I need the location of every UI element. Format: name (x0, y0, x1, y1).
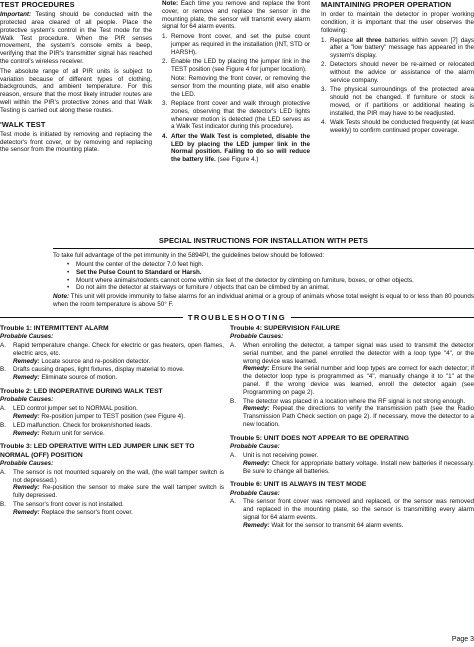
remedy-text: Locate source and re-position detector. (41, 357, 151, 365)
item-text-bold: all three (356, 36, 382, 44)
trouble-title: Trouble 2: LED INOPERATIVE DURING WALK TEST (0, 388, 163, 396)
remedy (13, 358, 224, 366)
probable-causes-label: Probable Causes: (230, 333, 284, 341)
important-label: Important: (0, 11, 32, 19)
step4-bold-text: After the Walk Test is completed, disable the LED by placing the LED jumper link in the Normal position. Failing to do so will reduce the battery life. (171, 132, 310, 164)
trouble-entry (230, 481, 474, 529)
step-text (171, 133, 310, 164)
cover-note (162, 0, 310, 31)
cause-text: LED control jumper set to NORMAL position. (13, 405, 138, 413)
remedy (13, 484, 224, 500)
bullet-icon: • (67, 260, 70, 268)
maintenance-intro: In order to maintain the detector in proper working condition, it is important that the user observes the following: (321, 11, 474, 34)
remedy-label: Remedy: (13, 429, 40, 437)
trouble-entry (0, 388, 224, 437)
remedy-label: Remedy: (13, 412, 40, 420)
item-text-part: Replace (330, 36, 357, 44)
troubleshooting-right-column (230, 325, 474, 536)
item-text: Detectors should never be re-aimed or relocated without the advice or assistance of the alarm service company. (330, 61, 474, 85)
troubleshooting-divider (0, 313, 474, 322)
trouble-title: Trouble 5: UNIT DOES NOT APPEAR TO BE OPERATING (230, 434, 409, 442)
maintenance-item (321, 61, 474, 84)
item-number: 3. (321, 86, 327, 94)
cause-letter: B. (0, 421, 6, 429)
probable-causes-label: Probable Causes: (0, 333, 54, 341)
remedy-label: Remedy: (13, 357, 40, 365)
cause-text: The sensor's front cover is not installed. (13, 500, 124, 508)
item-number: 1. (321, 36, 327, 44)
step-text: Replace front cover and walk through protective zones, observing that the detector's LED lights whenever motion is detected (the LED serves as a Walk Test indicator during this procedure). (171, 100, 310, 131)
cause-text: Unit is not receiving power. (243, 451, 319, 459)
remedy-label: Remedy: (13, 374, 40, 382)
cause-letter: A. (0, 405, 6, 413)
step4-figure-ref: (see Figure 4.) (215, 156, 259, 164)
bullet-icon: • (67, 284, 70, 292)
step-number: 4. (162, 132, 168, 140)
remedy-text: Re-position jumper to TEST position (see Figure 4). (41, 412, 185, 420)
note-text: This unit will provide immunity to false alarms for an individual animal or a group of animals whose total weight is equal to or less than 80 pounds when the room temperature is above 50° F. (53, 293, 474, 308)
note-label: Note: (53, 293, 70, 301)
trouble-entry (0, 325, 224, 382)
remedy-text: Return unit for service. (41, 429, 105, 437)
step-item (162, 100, 310, 131)
cause-item (230, 498, 474, 521)
probable-causes-label: Probable Cause: (230, 443, 280, 451)
cause-item (230, 398, 474, 406)
note-text: Each time you remove and replace the front cover, or remove and replace the sensor in the mounting plate, the sensor will transmit every alarm signal for 64 alarm events. (162, 0, 310, 31)
item-text: The physical surroundings of the protected area should not be changed. If furniture or stock is moved, or if partitions or additional heating is installed, the PIR may have to be readjusted. (330, 86, 474, 117)
pet-note (53, 293, 474, 309)
pet-intro: To take full advantage of the pet immunity in the 5894PI, the guidelines below should be followed: (53, 252, 325, 260)
walk-test-paragraph: Test mode is initiated by removing and replacing the detector's front cover, or by removing and replacing the sensor from the mounting plate. (0, 130, 152, 154)
step-number: 2. (162, 58, 168, 66)
cause-item (230, 452, 474, 460)
bullet-text: Mount where animals/rodents cannot come within six feet of the detector by climbing on furniture, boxes, or other objects. (76, 276, 414, 284)
trouble-title: Trouble 6: UNIT IS ALWAYS IN TEST MODE (230, 481, 367, 489)
important-text: Testing should be conducted with the protected area cleared of all people. Place the protective system's control in the Test mode for the Walk Test procedure. When the PIR senses movement, the system's console emits a beep, verifying that the PIR's transmitter signal has reached the control's wireless receiver. (0, 11, 152, 65)
cause-letter: A. (0, 342, 6, 350)
trouble-title: Trouble 4: SUPERVISION FAILURE (230, 325, 340, 332)
pet-bullet (67, 277, 474, 285)
remedy (13, 413, 224, 421)
probable-causes-label: Probable Causes: (0, 459, 54, 467)
test-procedures-heading: TEST PROCEDURES (0, 0, 75, 9)
cause-item (0, 501, 224, 509)
step-text: Enable the LED by placing the jumper link in the TEST position (see Figure 4 for jumper location). (171, 58, 310, 73)
bullet-text: Do not aim the detector at stairways or furniture / objects that can be climbed by an animal. (76, 284, 330, 292)
bullet-icon: • (67, 276, 70, 284)
pet-bullet (67, 284, 474, 292)
remedy (243, 522, 474, 530)
trouble-entry (230, 435, 474, 475)
walk-test-steps-column (162, 0, 310, 165)
maintenance-column (321, 0, 474, 136)
cause-letter: A. (230, 498, 236, 506)
cause-letter: B. (0, 500, 6, 508)
pet-bullet (67, 261, 474, 269)
troubleshooting-title: TROUBLESHOOTING (183, 313, 291, 322)
bullet-text: Set the Pulse Count to Standard or Harsh. (76, 268, 202, 276)
walk-test-heading: 'WALK TEST (0, 119, 46, 129)
note-label: Note: (162, 0, 179, 7)
cause-letter: B. (230, 397, 236, 405)
item-text-part: batteries within seven [7] days after a "low battery" message has appeared in the system's display. (330, 36, 474, 60)
cause-item (0, 366, 224, 374)
step-item (162, 58, 310, 74)
pet-instructions-heading: SPECIAL INSTRUCTIONS FOR INSTALLATION WITH PETS (158, 236, 369, 245)
trouble-entry (0, 443, 224, 516)
remedy-label: Remedy: (243, 405, 270, 413)
pet-instructions-section (53, 236, 474, 311)
item-number: 2. (321, 61, 327, 69)
bullet-text: Mount the center of the detector 7.0 feet high. (76, 260, 204, 268)
probable-causes-label: Probable Cause: (230, 489, 280, 497)
step-number (162, 75, 171, 98)
trouble-title: Trouble 3: LED OPERATIVE WITH LED JUMPER LINK SET TO NORMAL (OFF) POSITION (0, 443, 195, 459)
remedy-text: Check for appropriate battery voltage. Install new batteries if necessary. Be sure to change all batteries. (243, 459, 474, 475)
cause-item (0, 405, 224, 413)
cause-text: When enrolling the detector, a tamper signal was used to transmit the detector serial number, and the panel enrolled the detector with a loop type "4", or the wrong device was learned. (243, 342, 474, 365)
maintenance-item (321, 37, 474, 60)
cause-letter: B. (0, 366, 6, 374)
remedy-label: Remedy: (13, 484, 40, 492)
trouble-entry (230, 325, 474, 429)
cause-text: The sensor is not mounted squarely on the wall, (the wall tamper switch is not depressed.) (13, 468, 224, 484)
remedy (13, 430, 224, 438)
troubleshooting-left-column (0, 325, 224, 523)
bullet-icon: • (67, 268, 70, 276)
step-note (162, 75, 310, 98)
cause-text: The detector was placed in a location where the RF signal is not strong enough. (243, 397, 466, 405)
remedy-label: Remedy: (243, 365, 270, 373)
maintenance-item (321, 86, 474, 117)
remedy (243, 460, 474, 476)
section-divider (53, 248, 474, 249)
cause-item (0, 422, 224, 430)
remedy-label: Remedy: (13, 508, 40, 516)
cause-item (0, 469, 224, 485)
item-text: Walk Tests should be conducted frequently (at least weekly) to confirm continued proper coverage. (330, 119, 474, 134)
step-number: 1. (162, 33, 168, 41)
item-text (330, 37, 474, 60)
remedy-text: Ensure the serial number and loop types are correct for each detector; if the detector loop type is programmed as "4", manually change it to "1" at the panel. If the wrong device was learned, enroll the detector again (see Programming on page 2). (243, 365, 474, 396)
remedy (13, 374, 224, 382)
step-text: Remove front cover, and set the pulse count jumper as required in the installation (INT, STD or HARSH). (171, 33, 310, 56)
remedy-label: Remedy: (243, 521, 270, 529)
remedy-text: Re-position the sensor to make sure the wall tamper switch is fully depressed. (13, 484, 224, 500)
remedy-text: Wait for the sensor to transmit 64 alarm events. (271, 521, 404, 529)
item-number: 4. (321, 119, 327, 127)
page-number: Page 3 (451, 636, 474, 644)
remedy-text: Repeat the directions to verify the transmission path (see the Radio Transmission Path Check section on page 2). If necessary, move the detector to a new location. (243, 405, 474, 429)
cause-text: Drafts causing drapes, light fixtures, display material to move. (13, 366, 185, 374)
cause-text: Rapid temperature change. Check for electric or gas heaters, open flames, electric arcs, etc. (13, 342, 224, 357)
probable-causes-label: Probable Causes: (0, 396, 54, 404)
remedy-label: Remedy: (243, 459, 270, 467)
step-text: Note: Removing the front cover, or removing the sensor from the mounting plate, will also enable the LED. (171, 75, 310, 98)
range-paragraph: The absolute range of all PIR units is subject to variation because of different types of clothing, backgrounds, and ambient temperature. For this reason, ensure that the most likely intruder routes are well within the PIR's protective zones and that Walk Testing is carried out along these routes. (0, 67, 152, 114)
test-procedures-column (0, 0, 152, 156)
step-item (162, 33, 310, 56)
remedy-text: Eliminate source of motion. (41, 374, 118, 382)
cause-text: The sensor front cover was removed and replaced, or the sensor was removed and replaced in the mounting plate, so the sensor is transmitting every alarm signal for 64 alarm events. (243, 498, 474, 522)
remedy (243, 365, 474, 396)
maintenance-item (321, 119, 474, 135)
step-number: 3. (162, 100, 168, 108)
cause-letter: A. (0, 468, 6, 476)
cause-letter: A. (230, 451, 236, 459)
cause-text: LED malfunction. Check for broken/shorted leads. (13, 421, 152, 429)
remedy-text: Replace the sensor's front cover. (41, 508, 133, 516)
cause-item (0, 342, 224, 358)
remedy (13, 509, 224, 517)
maintenance-heading: MAINTAINING PROPER OPERATION (321, 0, 452, 9)
step-item (162, 133, 310, 164)
important-paragraph (0, 11, 152, 66)
pet-bullet (67, 269, 474, 277)
cause-item (230, 342, 474, 365)
cause-letter: A. (230, 342, 236, 350)
trouble-title: Trouble 1: INTERMITTENT ALARM (0, 325, 109, 332)
remedy (243, 405, 474, 428)
